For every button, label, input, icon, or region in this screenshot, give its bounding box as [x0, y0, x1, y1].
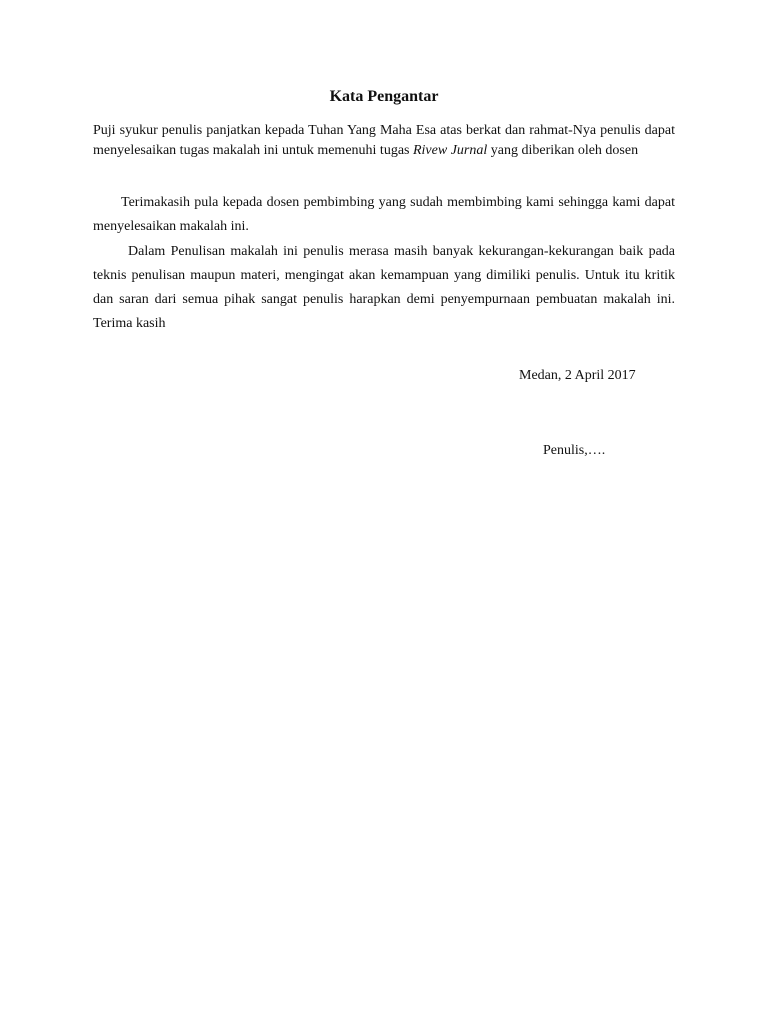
- page-title: Kata Pengantar: [329, 88, 439, 105]
- paragraph-opening-italic: Rivew Jurnal: [412, 142, 488, 158]
- paragraph-opening-end: yang diberikan oleh dosen: [487, 142, 639, 158]
- signer-label: Penulis,….: [543, 443, 606, 458]
- paragraph-thanks: Terimakasih pula kepada dosen pembimbing yang sudah membimbing kami sehingga kami dapat menyelesaikan makalah ini.: [93, 195, 675, 234]
- paragraph-opening: [93, 121, 675, 160]
- place-date: Medan, 2 April 2017: [519, 368, 636, 383]
- paragraph-opening-text: Puji syukur penulis panjatkan kepada Tuhan Yang Maha Esa atas berkat dan rahmat-Nya penulis dapat menyelesaikan tugas makalah ini untuk memenuhi tugas: [93, 123, 675, 158]
- paragraph-closing: Dalam Penulisan makalah ini penulis merasa masih banyak kekurangan-kekurangan baik pada teknis penulisan maupun materi, mengingat akan kemampuan yang dimiliki penulis. Untuk itu kritik dan saran dari semua pihak sangat penulis harapkan demi penyempurnaan pembuatan makalah ini. Terima kasih: [93, 244, 675, 331]
